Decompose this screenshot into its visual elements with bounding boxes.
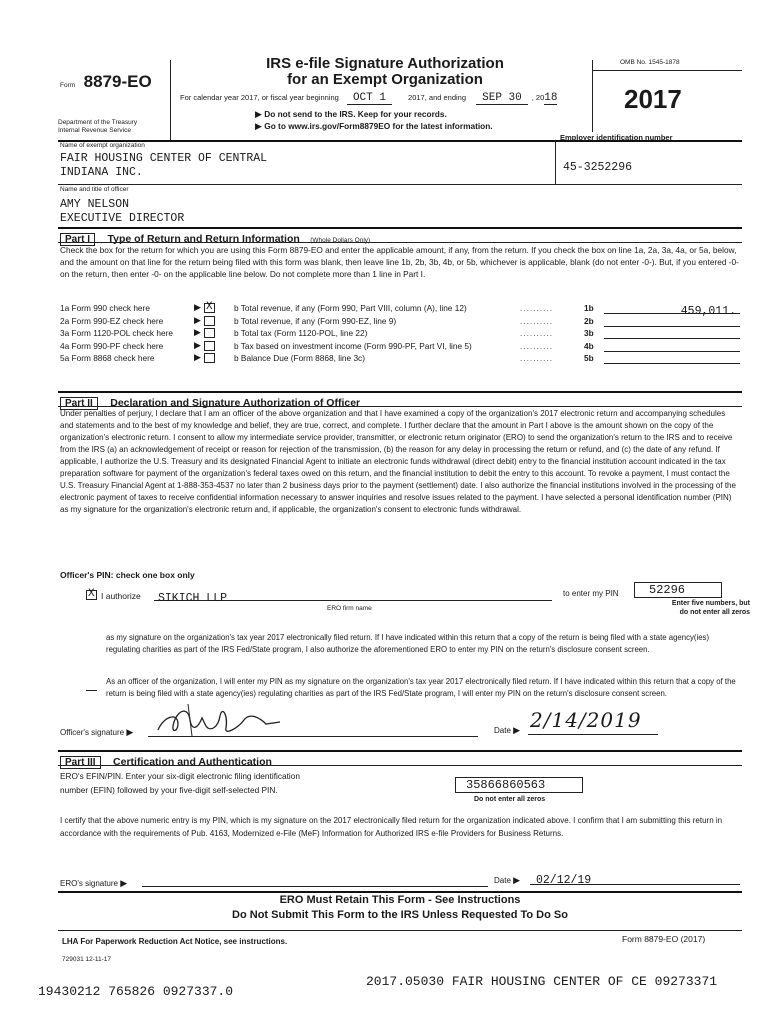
efin-pin-field[interactable] [455, 777, 583, 793]
divider [555, 140, 556, 184]
fiscal-end-field[interactable]: SEP 30 [476, 92, 528, 105]
part1-line-ref: 3b [584, 328, 594, 338]
officer-pin: 52296 [649, 583, 686, 597]
instruction-1: Do not send to the IRS. Keep for your records. [264, 109, 447, 119]
part1-line-a-label: 2a Form 990-EZ check here [60, 315, 164, 326]
divider [592, 70, 742, 71]
org-name-field[interactable] [60, 152, 267, 180]
divider [58, 406, 742, 407]
part1-line-ref: 4b [584, 340, 594, 351]
part1-line-ref: 1b [584, 303, 594, 313]
part3-label: Part III [60, 756, 101, 769]
part1-line-b-label: b Balance Due (Form 8868, line 3c) [234, 353, 365, 363]
dept-line-1: Department of the Treasury [58, 119, 138, 126]
officer-pin-heading: Officer's PIN: check one box only [60, 570, 195, 580]
part1-line-ref: 5b [584, 353, 594, 363]
ero-signature-label [60, 878, 127, 889]
officer-signature-date: 2/14/2019 [530, 708, 642, 732]
fiscal-begin-field[interactable]: OCT 1 [347, 92, 392, 105]
part1-line-ref: 2b [584, 315, 594, 326]
org-name-line-1: FAIR HOUSING CENTER OF CENTRAL [60, 152, 268, 165]
ero-firm-label: ERO firm name [327, 605, 372, 612]
arrow-right-icon: ▶ [194, 352, 201, 362]
ero-date-field[interactable] [530, 870, 740, 885]
to-enter-pin-label: to enter my PIN [563, 589, 619, 598]
tax-year-suffix: , 20 [531, 93, 545, 102]
retain-line-2: Do Not Submit This Form to the IRS Unless Requested To Do So [232, 909, 568, 921]
arrow-right-icon: ▶ [120, 878, 128, 888]
officer-date-field[interactable] [528, 708, 658, 735]
part3-title: Certification and Authentication [113, 756, 272, 768]
part1-instructions: Check the box for the return for which you are using this Form 8879-EO and enter the applicable amount, if any, from the return. If you check the box on line 1a, 2a, 3a, 4a, or 5a, below, and the amount on that line for the return being filed with this form was blank, then leave line 1b, 2b, 3b, 4b, or 5b, whichever is applicable, blank (do not enter -0-). But, if you entered -0- on the return, then enter -0- on the applicable line below. Do not complete more than 1 line in Part I. [60, 245, 739, 280]
part1-check-mark: X [206, 301, 213, 313]
divider [58, 930, 742, 931]
part1-line-b-label: b Tax based on investment income (Form 990-PF, Part VI, line 5) [234, 340, 472, 351]
filing-stamp-left: 19430212 765826 0927337.0 [38, 984, 234, 999]
divider [58, 242, 742, 243]
tax-year-line [180, 92, 600, 104]
lha-notice: LHA For Paperwork Reduction Act Notice, see instructions. [62, 937, 288, 946]
retain-notice [58, 893, 742, 923]
leader-dots: .......... [520, 340, 554, 351]
efin-pin: 35866860563 [466, 778, 546, 792]
part1-line-b-label: b Total revenue, if any (Form 990-EZ, line 9) [234, 315, 397, 326]
part3-header [60, 752, 272, 770]
leader-dots: .......... [520, 353, 554, 363]
org-name-line-2: INDIANA INC. [60, 166, 143, 179]
part1-return-checkbox[interactable] [204, 353, 215, 363]
arrow-right-icon: ▶ [194, 314, 201, 325]
part1-label: Part I [60, 233, 95, 246]
part1-title-note: (Whole Dollars Only) [310, 237, 371, 244]
officer-name: AMY NELSON [60, 198, 130, 211]
part1-line-a-label: 3a Form 1120-POL check here [60, 328, 173, 338]
officer-signature-scribble [148, 698, 298, 738]
authorize-ero-checkbox[interactable] [86, 590, 97, 600]
part1-amount: 459,011. [680, 305, 736, 318]
form-number-block [60, 72, 170, 92]
part1-line-a-label: 5a Form 8868 check here [60, 353, 155, 363]
part1-return-checkbox[interactable] [204, 341, 215, 351]
arrow-right-icon: ▶ [194, 339, 201, 350]
efin-text-1: ERO's EFIN/PIN. Enter your six-digit electronic filing identification [60, 771, 300, 781]
officer-date-label-text: Date [494, 726, 511, 735]
ero-firm-name: SIKICH LLP [158, 592, 228, 605]
part1-amount-field[interactable] [604, 326, 740, 339]
efin-text-2: number (EFIN) followed by your five-digit self-selected PIN. [60, 785, 278, 796]
officer-enter-pin-checkbox[interactable] [86, 681, 97, 691]
part1-amount-field[interactable] [604, 351, 740, 364]
part1-return-checkbox[interactable] [204, 303, 215, 313]
officer-signature-label [60, 727, 133, 738]
part1-return-checkbox[interactable] [204, 316, 215, 326]
leader-dots: .......... [520, 315, 554, 326]
officer-title: EXECUTIVE DIRECTOR [60, 212, 185, 225]
divider [58, 765, 742, 766]
org-name-label: Name of exempt organization [60, 142, 145, 149]
part1-amount-field[interactable] [604, 339, 740, 352]
pin-note-1: Enter five numbers, but [671, 600, 750, 607]
arrow-right-icon: ▶ [255, 121, 262, 131]
title-line-2: for an Exempt Organization [287, 71, 483, 88]
option2-text: As an officer of the organization, I will enter my PIN as my signature on the organization's tax year 2017 electronically filed return. If I have indicated within this return that a copy of the return is being filed with a state agency(ies) regulating charities as part of the IRS Fed/State program, I will enter my PIN on the return's disclosure consent screen. [106, 677, 736, 698]
ein-label: Employer identification number [560, 133, 673, 142]
ero-firm-field[interactable] [154, 588, 552, 605]
ero-signature-field[interactable] [142, 876, 488, 887]
option1-text: as my signature on the organization's tax year 2017 electronically filed return. If I have indicated within this return that a copy of the return is being filed with a state agency(ies) regulating charities as part of the IRS Fed/State program, I also authorize the aforementioned ERO to enter my PIN on the return's disclosure consent screen. [106, 633, 710, 654]
officer-signature-label-text: Officer's signature [60, 728, 125, 737]
title-line-1: IRS e-file Signature Authorization [266, 55, 504, 72]
pin-note [632, 600, 750, 617]
department-label [58, 119, 137, 135]
form-title [180, 56, 590, 88]
retain-line-1: ERO Must Retain This Form - See Instructions [279, 894, 521, 906]
part1-return-checkbox[interactable] [204, 328, 215, 338]
part1-line-a-label: 4a Form 990-PF check here [60, 340, 164, 351]
ero-date-label [494, 875, 520, 886]
form-reference: Form 8879-EO (2017) [622, 934, 706, 944]
part1-line-a-label: 1a Form 990 check here [60, 303, 150, 313]
tax-year-mid: 2017, and ending [408, 93, 467, 102]
instructions-block [255, 108, 493, 132]
arrow-right-icon: ▶ [255, 109, 262, 119]
leader-dots: .......... [520, 303, 554, 313]
authorize-prefix: I authorize [101, 591, 141, 601]
divider [170, 60, 171, 142]
ero-certification-text: I certify that the above numeric entry is my PIN, which is my signature on the 2017 electronically filed return for the organization indicated above. I confirm that I am submitting this return in accordance with the requirements of Pub. 4163, Modernized e-File (MeF) Information for Authorized IRS e-file Providers for Business Returns. [60, 816, 723, 838]
part1-line-b-label: b Total tax (Form 1120-POL, line 22) [234, 328, 368, 338]
part1-amount-field[interactable] [604, 314, 740, 327]
divider [58, 184, 742, 185]
arrow-right-icon: ▶ [513, 875, 521, 885]
officer-pin-field[interactable] [634, 582, 722, 598]
part1-title: Type of Return and Return Information [107, 233, 300, 245]
filing-stamp-right: 2017.05030 FAIR HOUSING CENTER OF CE 09273371 [366, 974, 718, 989]
pin-note-2: do not enter all zeros [679, 608, 750, 616]
form-number: 8879-EO [83, 72, 152, 91]
authorize-ero-check-mark: X [88, 588, 95, 600]
ero-date-label-text: Date [494, 876, 511, 885]
ero-signature-date: 02/12/19 [536, 874, 592, 887]
efin-note: Do not enter all zeros [474, 796, 546, 803]
tax-year-badge: 2017 [624, 84, 682, 114]
efin-instructions [60, 770, 440, 796]
fiscal-end-year-field[interactable]: 18 [544, 92, 558, 104]
part2-title: Declaration and Signature Authorization of Officer [110, 397, 361, 409]
ein-field[interactable]: 45-3252296 [563, 161, 633, 174]
arrow-right-icon: ▶ [513, 725, 521, 735]
arrow-right-icon: ▶ [126, 727, 134, 737]
dept-line-2: Internal Revenue Service [58, 127, 131, 134]
officer-date-label [494, 725, 520, 736]
form-word: Form [60, 82, 76, 89]
part2-label: Part II [60, 397, 98, 410]
part1-line-b-label: b Total revenue, if any (Form 990, Part VIII, column (A), line 12) [234, 303, 467, 313]
instruction-2: Go to www.irs.gov/Form8879EO for the latest information. [264, 121, 493, 131]
part1-amount [736, 355, 740, 368]
part2-declaration: Under penalties of perjury, I declare that I am an officer of the above organization and that I have examined a copy of the organization's 2017 electronic return and accompanying schedules and statements and to the best of my knowledge and belief, they are true, correct, and complete. I further declare that the amount in Part I above is the amount shown on the copy of the organization's electronic return. I consent to allow my intermediate service provider, transmitter, or electronic return originator (ERO) to send the organization's return to the IRS and to receive from the IRS (a) an acknowledgement of receipt or reason for rejection of the transmission, (b) the reason for any delay in processing the return or refund, and (c) the date of any refund. If applicable, I authorize the U.S. Treasury and its designated Financial Agent to initiate an electronic funds withdrawal (direct debit) entry to the financial institution account indicated in the tax preparation software for payment of the organization's federal taxes owed on this return, and the financial institution to debit the entry to this account. To revoke a payment, I must contact the U.S. Treasury Financial Agent at 1-888-353-4537 no later than 2 business days prior to the payment (settlement) date. I also authorize the financial institutions involved in the processing of the electronic payment of taxes to receive confidential information necessary to answer inquiries and resolve issues related to the payment. I have selected a personal identification number (PIN) as my signature for the organization's electronic return and, if applicable, the organization's consent to electronic funds withdrawal. [60, 409, 736, 514]
tax-year-prefix: For calendar year 2017, or fiscal year beginning [180, 93, 339, 102]
leader-dots: .......... [520, 328, 554, 338]
omb-number: OMB No. 1545-1878 [620, 59, 680, 66]
officer-label: Name and title of officer [60, 186, 129, 193]
officer-signature-field[interactable] [148, 722, 478, 737]
arrow-right-icon: ▶ [194, 327, 201, 337]
ero-signature-label-text: ERO's signature [60, 879, 118, 888]
part1-amount-field[interactable] [604, 301, 740, 318]
arrow-right-icon: ▶ [194, 302, 201, 312]
officer-field[interactable] [60, 198, 184, 226]
form-code: 729031 12-11-17 [62, 956, 112, 963]
